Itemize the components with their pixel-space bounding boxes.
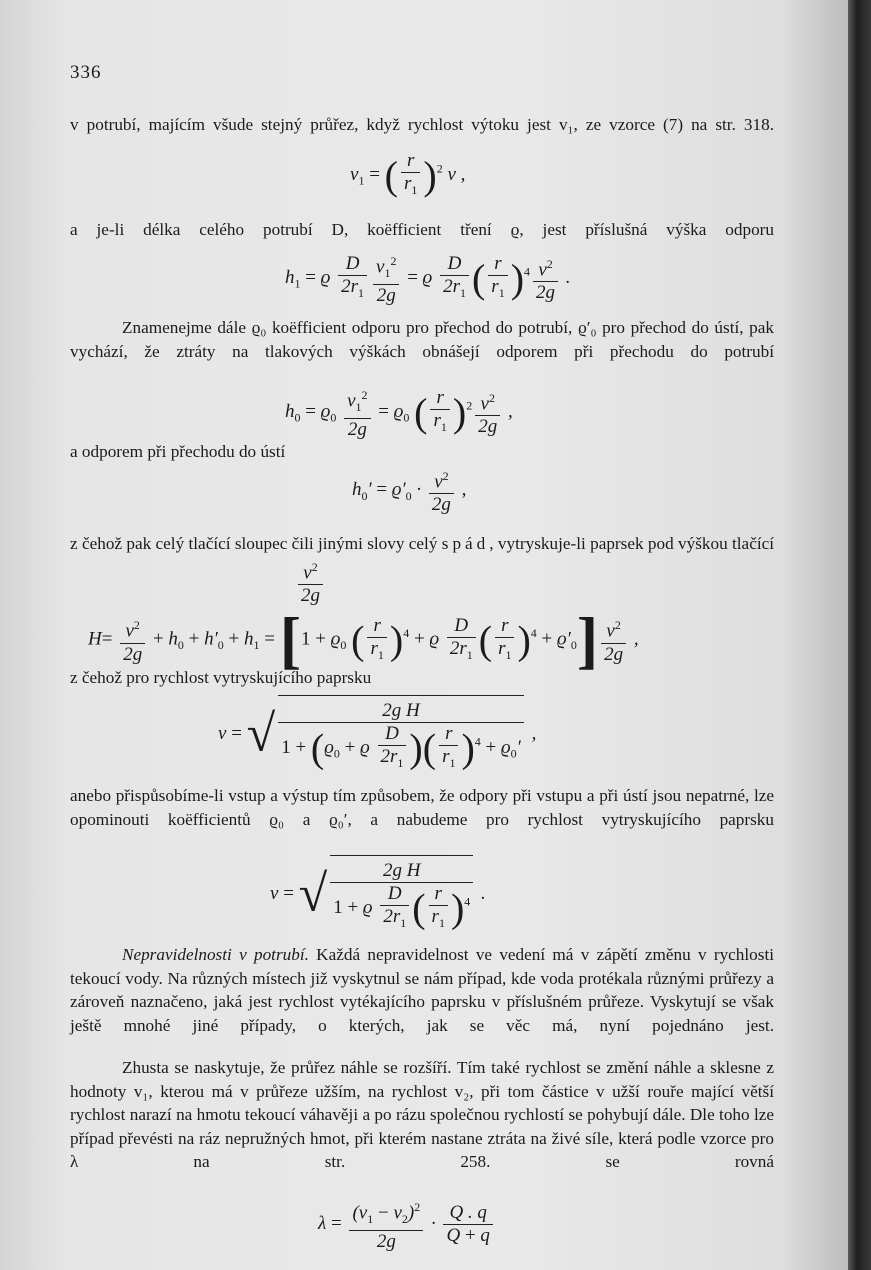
- formula-9: λ = $\frac{(v_1 - v_2)^2}{2g}$ · $\frac{Q . q}{Q + q}$: [318, 1196, 496, 1253]
- paragraph-5-spaced: spád: [441, 534, 490, 553]
- formula-1: $v_1$ = ( $\frac{r}{r_1}$ )$^2$ v ,: [350, 150, 466, 198]
- paragraph-1: v potrubí, majícím všude stejný průřez, když rychlost výtoku jest v₁, ze vzorce (7) na str. 318.: [70, 115, 774, 134]
- paragraph-4: a odporem při přechodu do ústí: [70, 442, 286, 461]
- paragraph-9: Zhusta se naskytuje, že průřez náhle se rozšíří. Tím také rychlost se změní náhle a sklesne z hodnoty v₁, kterou má v průřeze užším, na rychlost v₂, při tom částice v užší rouře mající větší rychlost narazí na hmotu tekoucí váhavěji a po rázu společnou rychlostí se pohybují dále. Dle toho lze případ převésti na ráz nepružných hmot, při kterém nastane ztráta na živé síle, která podle vzorce pro λ na str. 258. se rovná: [70, 1058, 774, 1171]
- formula-6: H= $\frac{v^2}{2g}$ + $h_0 + h'_0 + h_1 = [1 + ϱ_0$ ( $\frac{r}{r_1}$ )$^4$ + ϱ $\frac{D}{2r_1}$ ( $\frac{r}{r_1}$ )$^4 + ϱ'_0$] $\frac{v^2}{2g}$ ,: [88, 604, 639, 675]
- formula-7: v = √ 2g H $1 + (ϱ_0 + ϱ$ $\frac{D}{2r_1}$ )( $\frac{r}{r_1}$ )$^4 + ϱ_0'$ ,: [218, 695, 536, 774]
- formula-2: $h_1 = ϱ$ $\frac{D}{2r_1}$ $\frac{v_1^2}{2g}$ = ϱ $\frac{D}{2r_1}$ ( $\frac{r}{r_1}$ )$^4$ $\frac{v^2}{2g}$ .: [285, 250, 571, 307]
- page-number: 336: [70, 62, 102, 83]
- paragraph-8-body: Každá nepravidelnost ve vedení má v zápětí změnu v rychlosti tekoucí vody. Na různých místech již vyskytnul se nám případ, kde voda protékala různými průřezy a zároveň naznačeno, jaká jest rychlost vytékajícího paprsku v příslušném průřeze. Vyskytují se však ještě mnohé jiné případy, o kterých, jak se věc má, nyní pojednáno jest.: [70, 945, 774, 1035]
- paragraph-8: [70, 943, 774, 1061]
- formula-8: v = √ 2g H 1 + ϱ $\frac{D}{2r_1}$ ( $\frac{r}{r_1}$ )$^4$ .: [270, 855, 486, 934]
- formula-5: $\frac{v^2}{2g}$: [295, 556, 326, 607]
- paragraph-5: [70, 532, 774, 556]
- section-heading: Nepravidelnosti v potrubí.: [122, 945, 309, 964]
- formula-3: $h_0 = ϱ_0$ $\frac{v_1^2}{2g}$ = $ϱ_0$ ( $\frac{r}{r_1}$ )$^2$ $\frac{v^2}{2g}$ ,: [285, 384, 513, 441]
- paragraph-3: Znamenejme dále ϱ₀ koëfficient odporu pro přechod do potrubí, ϱ′₀ pro přechod do ústí, pak vychází, že ztráty na tlakových výškách obnášejí odporem při přechodu do potrubí: [70, 318, 774, 361]
- paragraph-5-c: , vytryskuje-li paprsek pod výškou tlačící: [489, 534, 774, 553]
- book-spine-shadow: [848, 0, 871, 1270]
- paragraph-5-a: z čehož pak celý tlačící sloupec čili jinými slovy celý: [70, 534, 438, 553]
- paragraph-2: a je-li délka celého potrubí D, koëfficient tření ϱ, jest příslušná výška odporu: [70, 220, 774, 239]
- paragraph-6: z čehož pro rychlost vytryskujícího paprsku: [70, 668, 372, 687]
- formula-4: $h_0' = ϱ'_0$ · $\frac{v^2}{2g}$ ,: [352, 465, 466, 516]
- paragraph-7: anebo přispůsobíme-li vstup a výstup tím způsobem, že odpory při vstupu a při ústí jsou nepatrné, lze opominouti koëfficientů ϱ₀ a ϱ₀′, a nabudeme pro rychlost vytryskujícího paprsku: [70, 786, 774, 829]
